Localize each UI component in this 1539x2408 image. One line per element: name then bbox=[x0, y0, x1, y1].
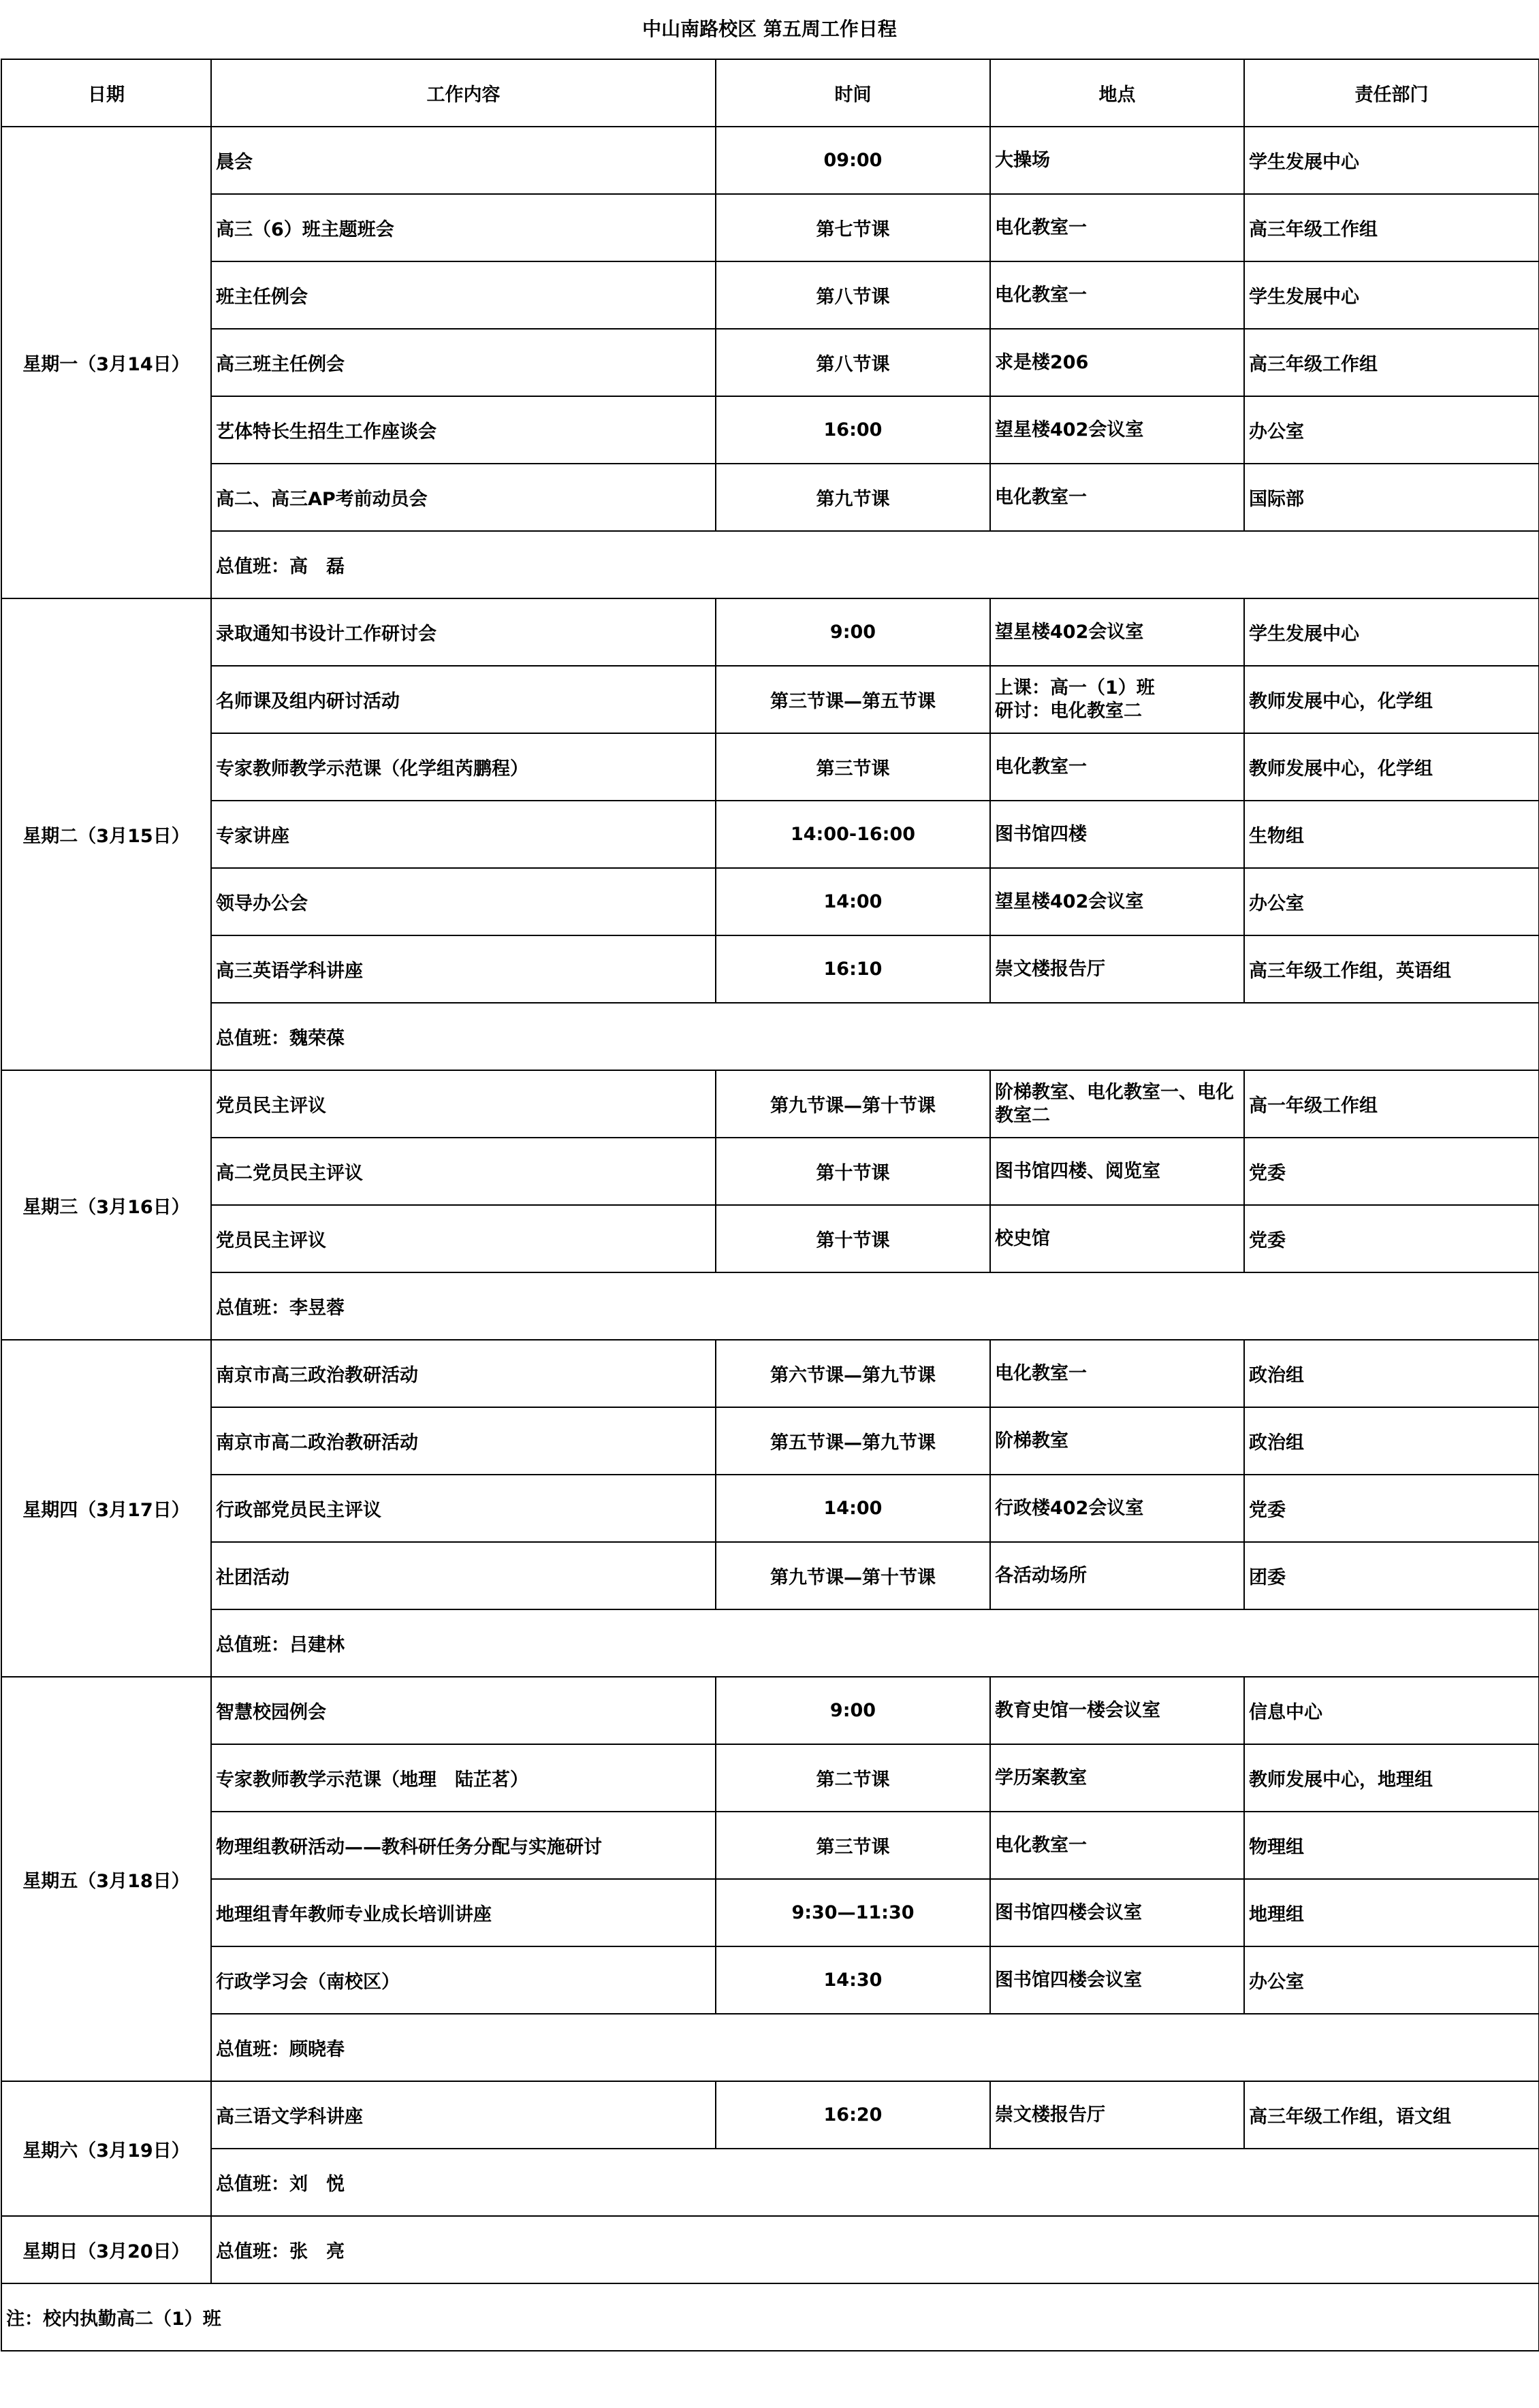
place-cell: 望星楼402会议室 bbox=[990, 598, 1244, 666]
table-row bbox=[1, 1946, 1539, 2014]
table-row bbox=[1, 1542, 1539, 1609]
place-cell: 教育史馆一楼会议室 bbox=[990, 1677, 1244, 1744]
content-cell: 领导办公会 bbox=[211, 868, 716, 935]
content-cell: 高二、高三AP考前动员会 bbox=[211, 464, 716, 531]
table-row bbox=[1, 1407, 1539, 1475]
content-cell: 地理组青年教师专业成长培训讲座 bbox=[211, 1879, 716, 1946]
place-cell: 电化教室一 bbox=[990, 1812, 1244, 1879]
table-row bbox=[1, 2081, 1539, 2149]
date-cell: 星期日（3月20日） bbox=[1, 2216, 211, 2283]
date-cell: 星期六（3月19日） bbox=[1, 2081, 211, 2216]
duty-cell: 总值班：刘 悦 bbox=[211, 2149, 1539, 2216]
table-row bbox=[1, 1340, 1539, 1407]
time-cell: 14:00 bbox=[716, 868, 990, 935]
table-row bbox=[1, 396, 1539, 464]
time-cell: 16:00 bbox=[716, 396, 990, 464]
duty-row bbox=[1, 2014, 1539, 2081]
content-cell: 南京市高二政治教研活动 bbox=[211, 1407, 716, 1475]
place-cell: 崇文楼报告厅 bbox=[990, 935, 1244, 1003]
dept-cell: 学生发展中心 bbox=[1244, 127, 1539, 194]
dept-cell: 政治组 bbox=[1244, 1340, 1539, 1407]
dept-cell: 党委 bbox=[1244, 1205, 1539, 1272]
duty-row bbox=[1, 2149, 1539, 2216]
place-cell: 校史馆 bbox=[990, 1205, 1244, 1272]
dept-cell: 教师发展中心，地理组 bbox=[1244, 1744, 1539, 1812]
content-cell: 高三班主任例会 bbox=[211, 329, 716, 396]
place-cell: 行政楼402会议室 bbox=[990, 1475, 1244, 1542]
date-cell: 星期五（3月18日） bbox=[1, 1677, 211, 2081]
dept-cell: 地理组 bbox=[1244, 1879, 1539, 1946]
content-cell: 专家讲座 bbox=[211, 801, 716, 868]
duty-cell: 总值班：李昱蓉 bbox=[211, 1272, 1539, 1340]
dept-cell: 办公室 bbox=[1244, 868, 1539, 935]
place-cell: 望星楼402会议室 bbox=[990, 868, 1244, 935]
place-cell: 电化教室一 bbox=[990, 1340, 1244, 1407]
time-cell: 第九节课—第十节课 bbox=[716, 1542, 990, 1609]
time-cell: 9:00 bbox=[716, 598, 990, 666]
header-content: 工作内容 bbox=[211, 59, 716, 127]
place-cell: 崇文楼报告厅 bbox=[990, 2081, 1244, 2149]
dept-cell: 学生发展中心 bbox=[1244, 261, 1539, 329]
dept-cell: 物理组 bbox=[1244, 1812, 1539, 1879]
place-cell: 电化教室一 bbox=[990, 733, 1244, 801]
dept-cell: 办公室 bbox=[1244, 396, 1539, 464]
dept-cell: 教师发展中心，化学组 bbox=[1244, 666, 1539, 733]
content-cell: 社团活动 bbox=[211, 1542, 716, 1609]
time-cell: 第八节课 bbox=[716, 329, 990, 396]
time-cell: 第三节课—第五节课 bbox=[716, 666, 990, 733]
content-cell: 录取通知书设计工作研讨会 bbox=[211, 598, 716, 666]
table-row bbox=[1, 1475, 1539, 1542]
table-row bbox=[1, 733, 1539, 801]
duty-row bbox=[1, 1609, 1539, 1677]
content-cell: 物理组教研活动——教科研任务分配与实施研讨 bbox=[211, 1812, 716, 1879]
content-cell: 高二党员民主评议 bbox=[211, 1138, 716, 1205]
content-cell: 行政学习会（南校区） bbox=[211, 1946, 716, 2014]
table-row bbox=[1, 127, 1539, 194]
duty-cell: 总值班：张 亮 bbox=[211, 2216, 1539, 2283]
dept-cell: 团委 bbox=[1244, 1542, 1539, 1609]
schedule-table bbox=[1, 59, 1539, 2351]
page-title: 中山南路校区 第五周工作日程 bbox=[642, 18, 897, 40]
duty-row bbox=[1, 531, 1539, 598]
note-text: 注：校内执勤高二（1）班 bbox=[1, 2283, 1539, 2351]
dept-cell: 生物组 bbox=[1244, 801, 1539, 868]
place-cell: 图书馆四楼 bbox=[990, 801, 1244, 868]
place-cell: 求是楼206 bbox=[990, 329, 1244, 396]
dept-cell: 党委 bbox=[1244, 1475, 1539, 1542]
place-cell: 大操场 bbox=[990, 127, 1244, 194]
header-dept: 责任部门 bbox=[1244, 59, 1539, 127]
duty-cell: 总值班：顾晓春 bbox=[211, 2014, 1539, 2081]
date-cell: 星期一（3月14日） bbox=[1, 127, 211, 598]
time-cell: 第二节课 bbox=[716, 1744, 990, 1812]
place-cell: 图书馆四楼、阅览室 bbox=[990, 1138, 1244, 1205]
table-row bbox=[1, 666, 1539, 733]
content-cell: 晨会 bbox=[211, 127, 716, 194]
content-cell: 专家教师教学示范课（化学组芮鹏程） bbox=[211, 733, 716, 801]
content-cell: 行政部党员民主评议 bbox=[211, 1475, 716, 1542]
time-cell: 16:10 bbox=[716, 935, 990, 1003]
place-cell: 电化教室一 bbox=[990, 194, 1244, 261]
content-cell: 南京市高三政治教研活动 bbox=[211, 1340, 716, 1407]
dept-cell: 高三年级工作组 bbox=[1244, 329, 1539, 396]
place-cell: 电化教室一 bbox=[990, 261, 1244, 329]
place-cell: 各活动场所 bbox=[990, 1542, 1244, 1609]
duty-row bbox=[1, 2216, 1539, 2283]
table-body bbox=[1, 127, 1539, 2283]
time-cell: 第七节课 bbox=[716, 194, 990, 261]
time-cell: 16:20 bbox=[716, 2081, 990, 2149]
place-cell: 望星楼402会议室 bbox=[990, 396, 1244, 464]
table-row bbox=[1, 464, 1539, 531]
time-cell: 第九节课—第十节课 bbox=[716, 1070, 990, 1138]
header-date: 日期 bbox=[1, 59, 211, 127]
table-row bbox=[1, 329, 1539, 396]
table-header-row bbox=[1, 59, 1539, 127]
time-cell: 第三节课 bbox=[716, 1812, 990, 1879]
time-cell: 第三节课 bbox=[716, 733, 990, 801]
date-cell: 星期四（3月17日） bbox=[1, 1340, 211, 1677]
table-row bbox=[1, 1205, 1539, 1272]
place-cell: 电化教室一 bbox=[990, 464, 1244, 531]
duty-cell: 总值班：吕建林 bbox=[211, 1609, 1539, 1677]
dept-cell: 高三年级工作组，语文组 bbox=[1244, 2081, 1539, 2149]
dept-cell: 教师发展中心，化学组 bbox=[1244, 733, 1539, 801]
place-cell: 图书馆四楼会议室 bbox=[990, 1946, 1244, 2014]
time-cell: 第五节课—第九节课 bbox=[716, 1407, 990, 1475]
dept-cell: 学生发展中心 bbox=[1244, 598, 1539, 666]
table-row bbox=[1, 598, 1539, 666]
table-row bbox=[1, 1138, 1539, 1205]
dept-cell: 办公室 bbox=[1244, 1946, 1539, 2014]
content-cell: 名师课及组内研讨活动 bbox=[211, 666, 716, 733]
place-cell: 阶梯教室、电化教室一、电化教室二 bbox=[990, 1070, 1244, 1138]
dept-cell: 党委 bbox=[1244, 1138, 1539, 1205]
content-cell: 党员民主评议 bbox=[211, 1070, 716, 1138]
time-cell: 第八节课 bbox=[716, 261, 990, 329]
place-cell: 上课：高一（1）班 研讨：电化教室二 bbox=[990, 666, 1244, 733]
table-row bbox=[1, 1070, 1539, 1138]
table-row bbox=[1, 935, 1539, 1003]
place-cell: 图书馆四楼会议室 bbox=[990, 1879, 1244, 1946]
header-place: 地点 bbox=[990, 59, 1244, 127]
content-cell: 智慧校园例会 bbox=[211, 1677, 716, 1744]
table-row bbox=[1, 261, 1539, 329]
content-cell: 专家教师教学示范课（地理 陆芷茗） bbox=[211, 1744, 716, 1812]
duty-row bbox=[1, 1272, 1539, 1340]
place-cell: 阶梯教室 bbox=[990, 1407, 1244, 1475]
note-row bbox=[1, 2283, 1539, 2351]
table-row bbox=[1, 868, 1539, 935]
header-time: 时间 bbox=[716, 59, 990, 127]
content-cell: 艺体特长生招生工作座谈会 bbox=[211, 396, 716, 464]
dept-cell: 国际部 bbox=[1244, 464, 1539, 531]
content-cell: 班主任例会 bbox=[211, 261, 716, 329]
time-cell: 14:00-16:00 bbox=[716, 801, 990, 868]
time-cell: 09:00 bbox=[716, 127, 990, 194]
dept-cell: 高三年级工作组 bbox=[1244, 194, 1539, 261]
duty-cell: 总值班：魏荣葆 bbox=[211, 1003, 1539, 1070]
place-cell: 学历案教室 bbox=[990, 1744, 1244, 1812]
content-cell: 高三（6）班主题班会 bbox=[211, 194, 716, 261]
date-cell: 星期二（3月15日） bbox=[1, 598, 211, 1070]
date-cell: 星期三（3月16日） bbox=[1, 1070, 211, 1340]
time-cell: 14:30 bbox=[716, 1946, 990, 2014]
dept-cell: 政治组 bbox=[1244, 1407, 1539, 1475]
table-row bbox=[1, 801, 1539, 868]
table-row bbox=[1, 1744, 1539, 1812]
content-cell: 高三英语学科讲座 bbox=[211, 935, 716, 1003]
time-cell: 第九节课 bbox=[716, 464, 990, 531]
content-cell: 党员民主评议 bbox=[211, 1205, 716, 1272]
dept-cell: 高一年级工作组 bbox=[1244, 1070, 1539, 1138]
duty-cell: 总值班：高 磊 bbox=[211, 531, 1539, 598]
content-cell: 高三语文学科讲座 bbox=[211, 2081, 716, 2149]
dept-cell: 高三年级工作组，英语组 bbox=[1244, 935, 1539, 1003]
time-cell: 第十节课 bbox=[716, 1205, 990, 1272]
table-row bbox=[1, 1812, 1539, 1879]
table-row bbox=[1, 194, 1539, 261]
duty-row bbox=[1, 1003, 1539, 1070]
time-cell: 9:00 bbox=[716, 1677, 990, 1744]
time-cell: 第六节课—第九节课 bbox=[716, 1340, 990, 1407]
time-cell: 14:00 bbox=[716, 1475, 990, 1542]
table-row bbox=[1, 1677, 1539, 1744]
table-row bbox=[1, 1879, 1539, 1946]
time-cell: 9:30—11:30 bbox=[716, 1879, 990, 1946]
dept-cell: 信息中心 bbox=[1244, 1677, 1539, 1744]
time-cell: 第十节课 bbox=[716, 1138, 990, 1205]
